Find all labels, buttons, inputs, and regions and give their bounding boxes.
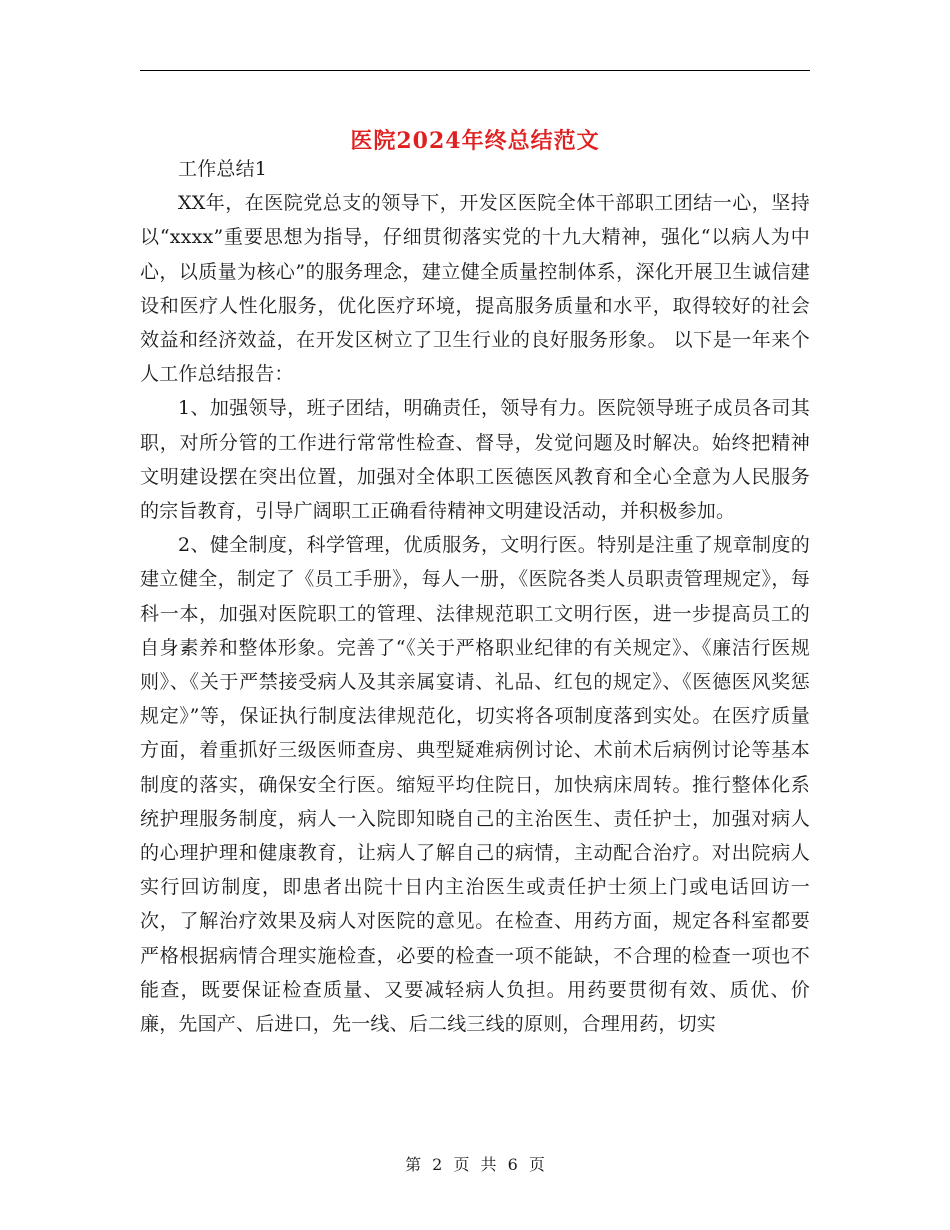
document-title: 医院2024年终总结范文 <box>350 127 600 154</box>
header-rule <box>140 70 810 71</box>
paragraph-item-2: 2、健全制度，科学管理，优质服务，文明行医。特别是注重了规章制度的建立健全，制定了《员工手册》，每人一册，《医院各类人员职责管理规定》，每科一本，加强对医院职工的管理、法律规范职工文明行医，进一步提高员工的自身素养和整体形象。完善了“《关于严格职业纪律的有关规定》、《廉洁行医规则》、《关于严禁接受病人及其亲属宴请、礼品、红包的规定》、《医德医风奖惩规定》”等，保证执行制度法律规范化，切实将各项制度落到实处。在医疗质量方面，着重抓好三级医师查房、典型疑难病例讨论、术前术后病例讨论等基本制度的落实，确保安全行医。缩短平均住院日，加快病床周转。推行整体化系统护理服务制度，病人一入院即知晓自己的主治医生、责任护士，加强对病人的心理护理和健康教育，让病人了解自己的病情，主动配合治疗。对出院病人实行回访制度，即患者出院十日内主治医生或责任护士须上门或电话回访一次，了解治疗效果及病人对医院的意见。在检查、用药方面，规定各科室都要严格根据病情合理实施检查，必要的检查一项不能缺，不合理的检查一项也不能查，既要保证检查质量、又要减轻病人负担。用药要贯彻有效、质优、价廉，先国产、后进口，先一线、后二线三线的原则，合理用药，切实 <box>140 534 810 1036</box>
document-body <box>140 152 810 1041</box>
section-heading: 工作总结1 <box>178 158 268 180</box>
paragraph-intro: XX年，在医院党总支的领导下，开发区医院全体干部职工团结一心，坚持以“xxxx”重要思想为指导，仔细贯彻落实党的十九大精神，强化“以病人为中心，以质量为核心”的服务理念，建立健全质量控制体系，深化开展卫生诚信建设和医疗人性化服务，优化医疗环境，提高服务质量和水平，取得较好的社会效益和经济效益，在开发区树立了卫生行业的良好服务形象。 以下是一年来个人工作总结报告： <box>140 192 810 386</box>
page-number: 第 2 页 共 6 页 <box>405 1155 545 1174</box>
paragraph-item-1: 1、加强领导，班子团结，明确责任，领导有力。医院领导班子成员各司其职，对所分管的工作进行常常性检查、督导，发觉问题及时解决。始终把精神文明建设摆在突出位置，加强对全体职工医德医风教育和全心全意为人民服务的宗旨教育，引导广阔职工正确看待精神文明建设活动，并积极参加。 <box>140 397 810 523</box>
